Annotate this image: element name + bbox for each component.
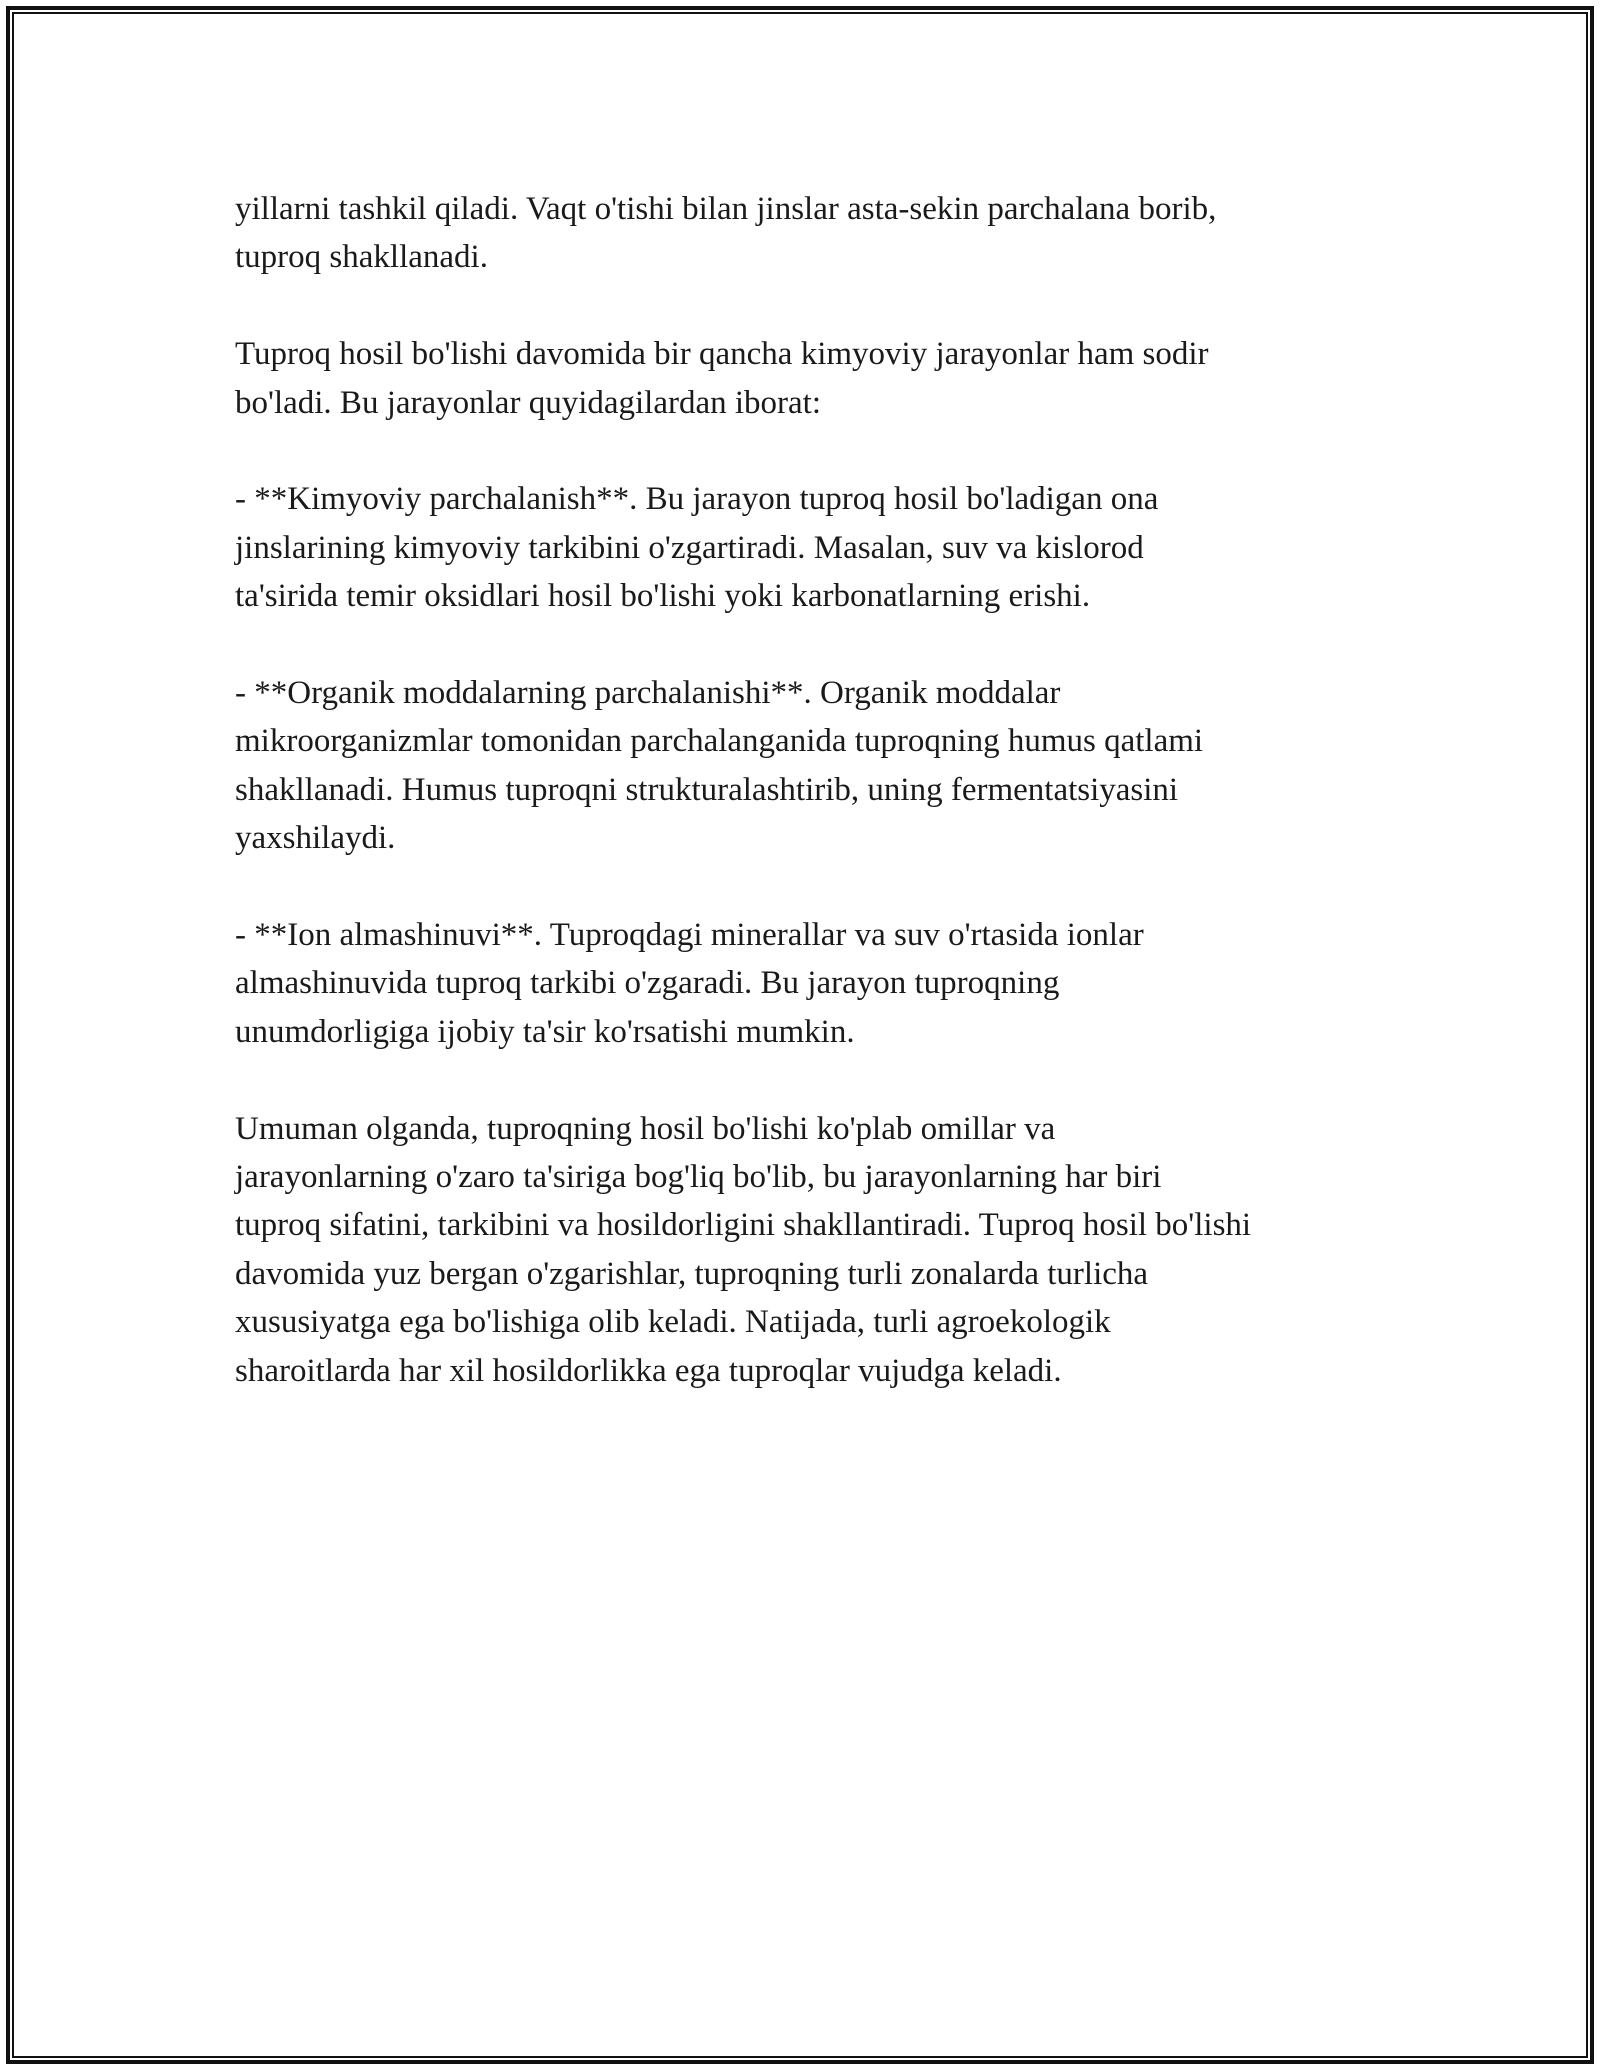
- list-item-ion-exchange: - **Ion almashinuvi**. Tuproqdagi minerallar va suv o'rtasida ionlar almashinuvida tuproq tarkibi o'zgaradi. Bu jarayon tuproqning unumdorligiga ijobiy ta'sir ko'rsatishi mumkin.: [235, 917, 1144, 1050]
- list-item-chemical-decomposition: - **Kimyoviy parchalanish**. Bu jarayon tuproq hosil bo'ladigan ona jinslarining kimyoviy tarkibini o'zgartiradi. Masalan, suv va kislorod ta'sirida temir oksidlari hosil bo'lishi yoki karbonatlarning erishi.: [235, 481, 1159, 615]
- paragraph-soil-formation-intro: yillarni tashkil qiladi. Vaqt o'tishi bilan jinslar asta-sekin parchalana borib, tuproq shakllanadi.: [235, 191, 1217, 276]
- paragraph-chemical-processes: Tuproq hosil bo'lishi davomida bir qancha kimyoviy jarayonlar ham sodir bo'ladi. Bu jarayonlar quyidagilardan iborat:: [235, 336, 1209, 421]
- document-body: [235, 185, 1375, 1443]
- list-item-organic-decomposition: - **Organik moddalarning parchalanishi**. Organik moddalar mikroorganizmlar tomonidan parchalanganida tuproqning humus qatlami shakllanadi. Humus tuproqni strukturalashtirib, uning fermentatsiyasini yaxshilaydi.: [235, 675, 1204, 857]
- paragraph-conclusion: Umuman olganda, tuproqning hosil bo'lishi ko'plab omillar va jarayonlarning o'zaro ta'siriga bog'liq bo'lib, bu jarayonlarning har biri tuproq sifatini, tarkibini va hosildorligini shakllantiradi. Tuproq hosil bo'lishi davomida yuz bergan o'zgarishlar, tuproqning turli zonalarda turlicha xususiyatga ega bo'lishiga olib keladi. Natijada, turli agroekologik sharoitlarda har xil hosildorlikka ega tuproqlar vujudga keladi.: [235, 1110, 1252, 1389]
